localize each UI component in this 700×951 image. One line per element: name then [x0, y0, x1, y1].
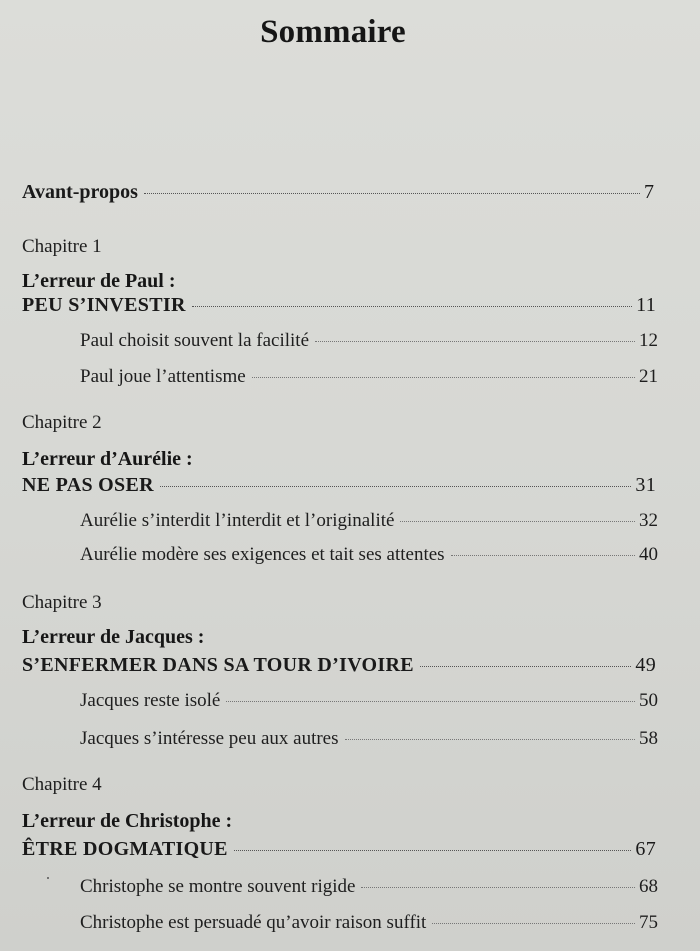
toc-entry-label: Avant-propos [22, 181, 138, 203]
chapter-label: Chapitre 3 [22, 592, 102, 613]
dot-leader [361, 886, 635, 888]
toc-page-number: 31 [635, 474, 656, 496]
dot-leader [226, 700, 635, 702]
page-title: Sommaire [260, 14, 406, 50]
dot-leader [315, 340, 635, 342]
toc-page-number: 75 [639, 912, 658, 933]
chapter-name: L’erreur de Christophe : [22, 810, 233, 832]
dot-leader [420, 665, 632, 667]
toc-entry-label: Christophe est persuadé qu’avoir raison suffit [80, 912, 427, 933]
dot-leader [144, 192, 640, 194]
dot-leader [432, 922, 635, 924]
toc-page-number: 40 [639, 544, 658, 565]
toc-entry-label: Jacques reste isolé [80, 690, 221, 711]
chapter-name: L’erreur d’Aurélie : [22, 448, 193, 470]
toc-page-number: 7 [644, 181, 654, 203]
toc-entry-label: Paul choisit souvent la facilité [80, 330, 310, 351]
toc-entry-label: Aurélie s’interdit l’interdit et l’originalité [80, 510, 395, 531]
dot-leader [400, 520, 635, 522]
toc-entry-label: Paul joue l’attentisme [80, 366, 246, 387]
toc-page-number: 67 [635, 838, 656, 860]
toc-entry-chapter-heading[interactable] [22, 654, 656, 677]
toc-entry-label: Jacques s’intéresse peu aux autres [80, 728, 339, 749]
dot-leader [252, 376, 635, 378]
dot-leader [160, 485, 632, 487]
toc-entry-label: Aurélie modère ses exigences et tait ses attentes [80, 544, 445, 565]
toc-entry-chapter-heading[interactable] [22, 474, 656, 497]
toc-entry-section[interactable] [80, 728, 658, 750]
toc-entry-avant-propos[interactable] [22, 181, 654, 204]
dot-leader [451, 554, 635, 556]
chapter-name: L’erreur de Jacques : [22, 626, 205, 648]
toc-page-number: 49 [635, 654, 656, 676]
toc-entry-label: NE PAS OSER [22, 474, 154, 496]
toc-entry-section[interactable] [80, 876, 658, 898]
toc-entry-section[interactable] [80, 690, 658, 712]
paper-speck [47, 877, 49, 879]
toc-page-number: 58 [639, 728, 658, 749]
toc-page-number: 32 [639, 510, 658, 531]
toc-page-number: 11 [636, 294, 656, 316]
toc-entry-section[interactable] [80, 510, 658, 532]
chapter-name: L’erreur de Paul : [22, 270, 176, 292]
toc-page-number: 21 [639, 366, 658, 387]
toc-entry-section[interactable] [80, 366, 658, 388]
toc-entry-section[interactable] [80, 544, 658, 566]
toc-entry-section[interactable] [80, 330, 658, 352]
toc-entry-label: ÊTRE DOGMATIQUE [22, 838, 228, 860]
chapter-label: Chapitre 2 [22, 412, 102, 433]
toc-page-number: 68 [639, 876, 658, 897]
dot-leader [234, 849, 632, 851]
toc-entry-label: Christophe se montre souvent rigide [80, 876, 356, 897]
toc-entry-label: PEU S’INVESTIR [22, 294, 186, 316]
toc-entry-chapter-heading[interactable] [22, 294, 656, 317]
toc-entry-chapter-heading[interactable] [22, 838, 656, 861]
chapter-label: Chapitre 1 [22, 236, 102, 257]
dot-leader [345, 738, 635, 740]
dot-leader [192, 305, 632, 307]
toc-page-number: 12 [639, 330, 658, 351]
toc-page-number: 50 [639, 690, 658, 711]
toc-entry-section[interactable] [80, 912, 658, 934]
toc-entry-label: S’ENFERMER DANS SA TOUR D’IVOIRE [22, 654, 414, 676]
chapter-label: Chapitre 4 [22, 774, 102, 795]
